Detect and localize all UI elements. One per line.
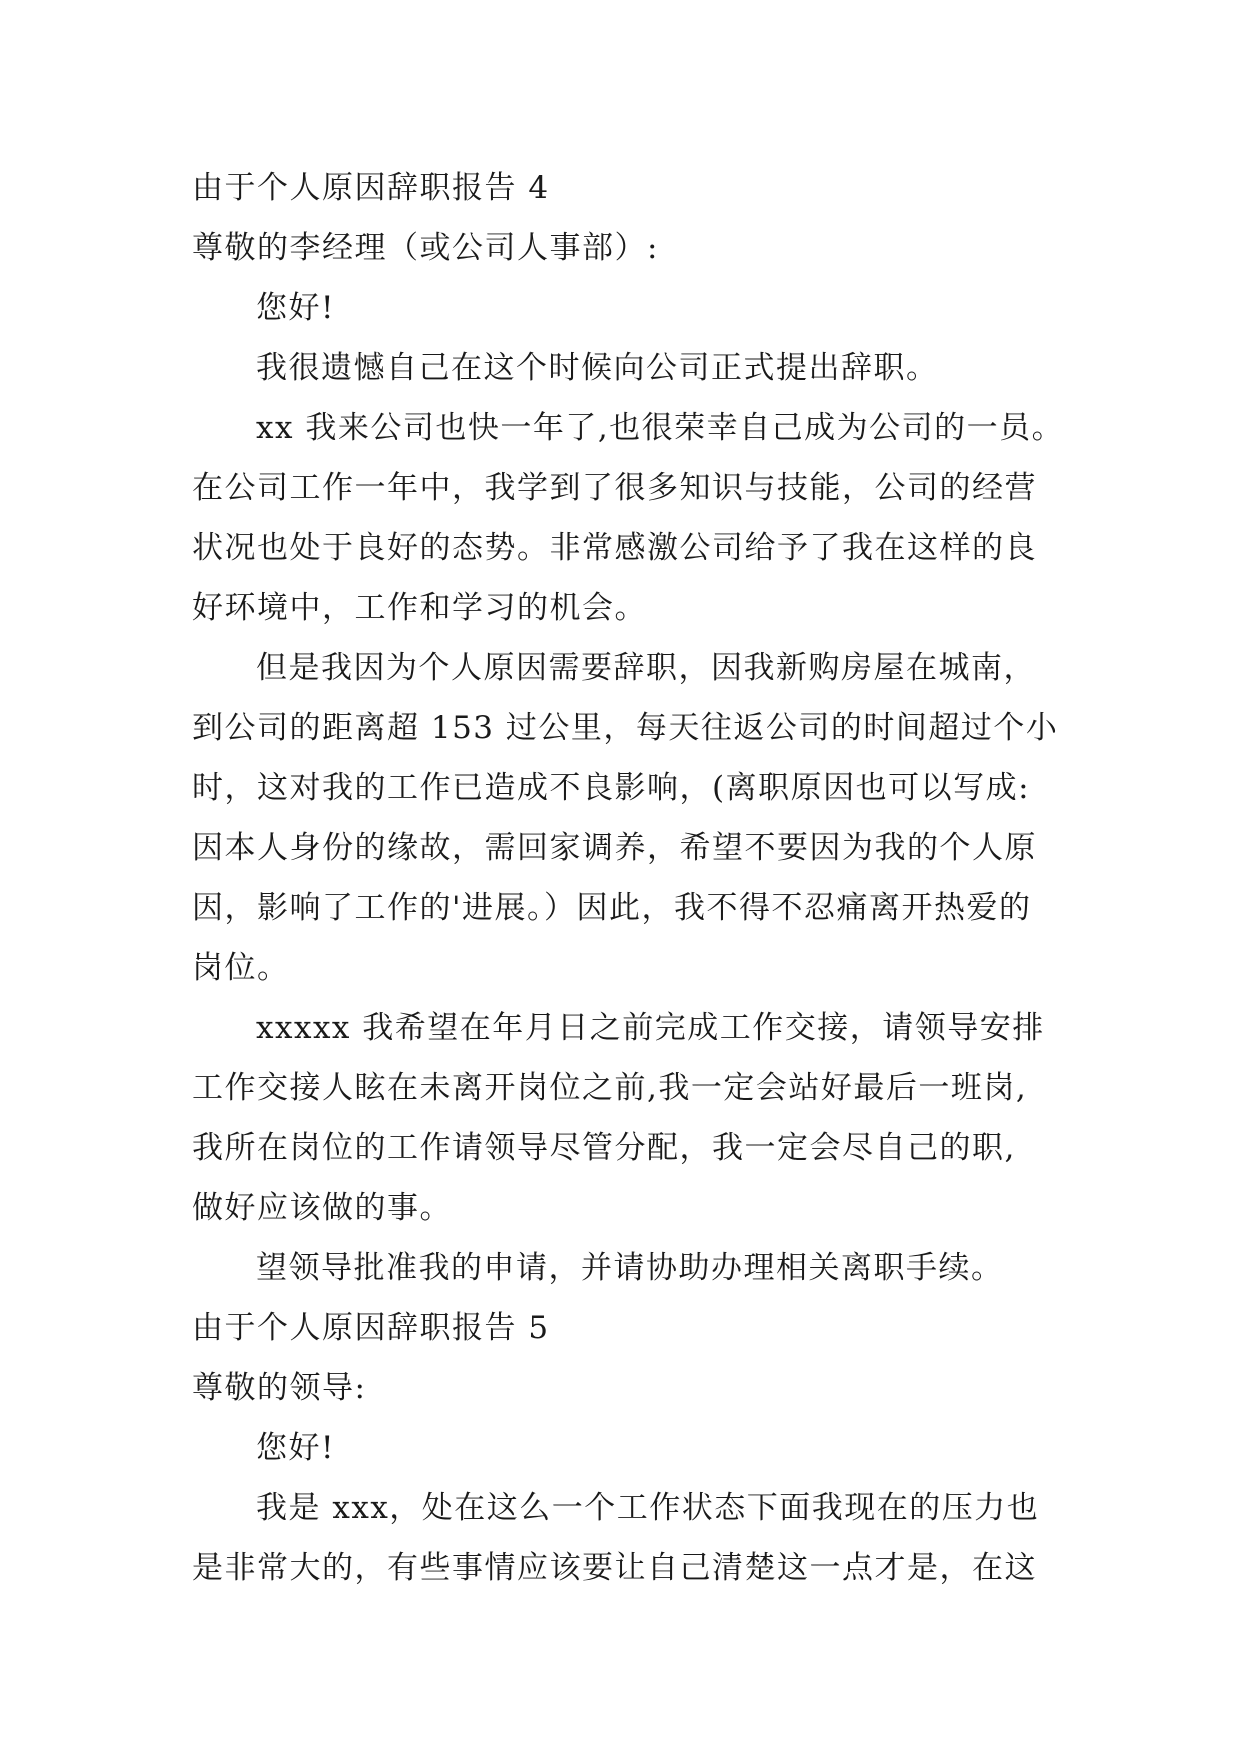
paragraph-line: 是非常大的，有些事情应该要让自己清楚这一点才是，在这 xyxy=(192,1550,1037,1586)
paragraph-line: 因本人身份的缘故，需回家调养，希望不要因为我的个人原 xyxy=(192,830,1037,866)
salutation-line: 尊敬的领导: xyxy=(192,1370,367,1406)
salutation-line: 尊敬的李经理（或公司人事部）: xyxy=(192,230,659,266)
greeting-line: 您好! xyxy=(256,1430,335,1466)
paragraph-line: 望领导批准我的申请，并请协助办理相关离职手续。 xyxy=(256,1250,1004,1286)
paragraph-line: 时，这对我的工作已造成不良影响，(离职原因也可以写成: xyxy=(192,770,1031,806)
paragraph-line: 在公司工作一年中，我学到了很多知识与技能，公司的经营 xyxy=(192,470,1037,506)
paragraph-line: 状况也处于良好的态势。非常感激公司给予了我在这样的良 xyxy=(192,530,1037,566)
paragraph-line: xxxxx 我希望在年月日之前完成工作交接，请领导安排 xyxy=(256,1010,1045,1046)
paragraph-line: 好环境中，工作和学习的机会。 xyxy=(192,590,647,626)
paragraph-line: 因，影响了工作的'进展。）因此，我不得不忍痛离开热爱的 xyxy=(192,890,1032,926)
paragraph-line: 工作交接人眩在未离开岗位之前,我一定会站好最后一班岗, xyxy=(192,1070,1028,1106)
paragraph-line: 我所在岗位的工作请领导尽管分配，我一定会尽自己的职, xyxy=(192,1130,1016,1166)
document-body xyxy=(192,158,1072,1598)
paragraph-line: 我很遗憾自己在这个时候向公司正式提出辞职。 xyxy=(256,350,939,386)
report-4-title: 由于个人原因辞职报告 4 xyxy=(192,170,550,206)
report-5-title: 由于个人原因辞职报告 5 xyxy=(192,1310,550,1346)
paragraph-line: 到公司的距离超 153 过公里，每天往返公司的时间超过个小 xyxy=(192,710,1059,746)
paragraph-line: 我是 xxx，处在这么一个工作状态下面我现在的压力也 xyxy=(256,1490,1040,1526)
paragraph-line: 但是我因为个人原因需要辞职，因我新购房屋在城南， xyxy=(256,650,1036,686)
greeting-line: 您好! xyxy=(256,290,335,326)
paragraph-line: 做好应该做的事。 xyxy=(192,1190,452,1226)
paragraph-line: 岗位。 xyxy=(192,950,290,986)
paragraph-line: xx 我来公司也快一年了,也很荣幸自己成为公司的一员。 xyxy=(256,410,1065,446)
